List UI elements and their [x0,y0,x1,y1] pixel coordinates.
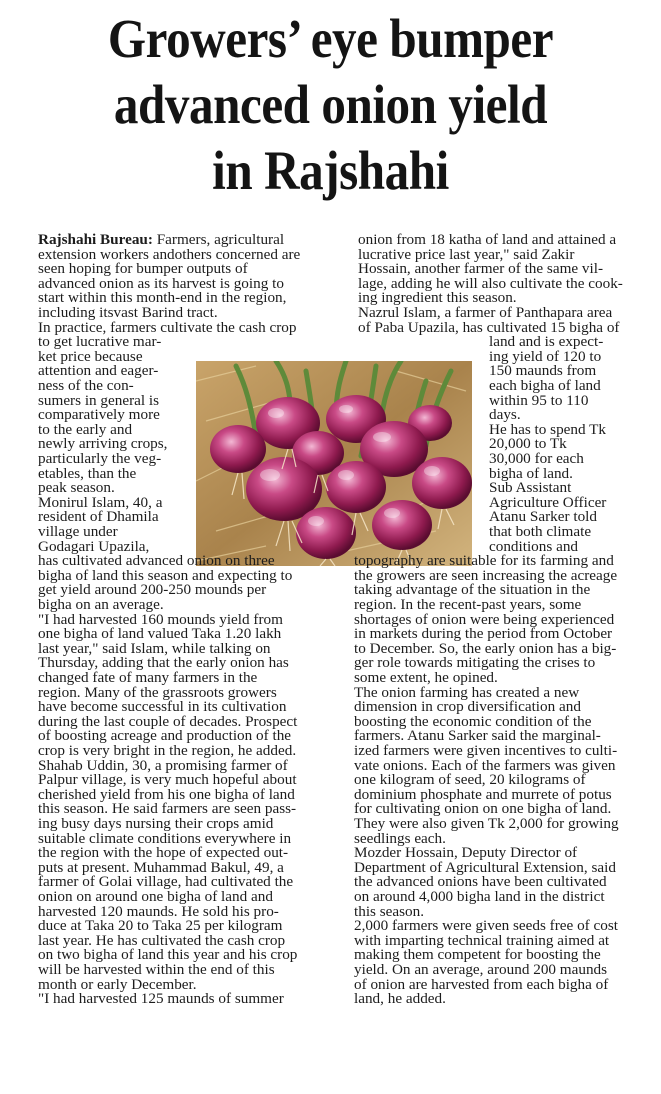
article-line: conditions and [489,537,579,555]
headline-line-2: advanced onion yield [113,74,548,135]
article-line: within 95 to 110 [489,391,589,409]
article-line: taking advantage of the situation in the [354,581,591,599]
article-line: ized farmers were given incentives to culti- [354,742,618,759]
article-line: on two bigha of land this year and his crop [38,946,298,964]
article-line: changed fate of many farmers in the [38,669,258,686]
article-line: land and is expect- [489,333,604,351]
article-line: Sub Assistant [489,479,572,497]
article-line: making them competent for boosting the [354,946,601,964]
article-line: will be harvested within the end of this [38,961,275,978]
article-line: boosting the economic condition of the [354,712,592,730]
article-line: this season. He said farmers are seen pass- [38,800,297,818]
article-line: onion from 18 katha of land and attained a [358,231,617,248]
article-line: Mozder Hossain, Deputy Director of [354,844,578,862]
onion-photo [196,361,472,566]
article-line: 20,000 to Tk [489,435,567,453]
article-line: puts at present. Muhammad Bakul, 49, a [38,858,284,876]
article-line: duce at Taka 20 to Taka 25 per kilogram [38,917,283,935]
article-line: newly arriving crops, [38,435,168,453]
article-line: farmers. Atanu Sarker said the marginal- [354,727,601,745]
article-line: have become successful in its cultivation [38,698,287,716]
article-line: last year," said Islam, while talking on [38,639,271,657]
article-line: seen hoping for bumper outputs of [38,260,248,278]
article-line: Rajshahi Bureau: Farmers, agricultural [38,231,285,248]
article-line: this season. [354,902,425,920]
article-line: farmer of Golai village, had cultivated the [38,873,294,891]
article-line: month or early December. [38,975,197,993]
article-line: has cultivated advanced onion on three [38,552,275,570]
article-line: Monirul Islam, 40, a [38,493,163,511]
article-line: that both climate [489,523,592,540]
article-line: region. Many of the grassroots growers [38,683,277,701]
article-line: attention and eager- [38,362,159,380]
article-line: ing ingredient this season. [358,289,517,307]
article-line: sumers in general is [38,391,160,409]
article-line: of boosting acreage and production of the [38,727,292,745]
article-line: Nazrul Islam, a farmer of Panthapara area [358,304,613,321]
headline [0,6,661,204]
article-line: ing busy days nursing their crops amid [38,815,274,832]
article-line: to December. So, the early onion has a big- [354,639,617,657]
article-line: etables, than the [38,464,137,482]
article-line: comparatively more [38,406,160,424]
article-line: village under [38,523,118,540]
headline-line-3: in Rajshahi [212,140,449,201]
article-line: including itsvast Barind tract. [38,304,218,321]
article-line: Godagari Upazila, [38,537,150,555]
article-line: onion on around one bigha of land and [38,888,273,905]
article-line: last year. He has cultivated the cash crop [38,931,286,949]
article-line: one kilogram of seed, 20 kilograms of [354,771,586,789]
article-line: Hossain, another farmer of the same vil- [358,260,604,278]
article-line: land, he added. [354,990,446,1008]
article-line: dominium phosphate and murrete of potus [354,785,612,803]
article-line: cherished yield from his one bigha of land [38,785,295,803]
article-line: to the early and [38,420,133,438]
article-line: Agriculture Officer [489,493,607,511]
article-line: each bigha of land [489,377,601,394]
article-line: the advanced onions have been cultivated [354,873,607,891]
article-line: with imparting technical training aimed at [354,931,610,949]
article-line: shortages of onion were being experienced [354,610,615,628]
article-line: get yield around 200-250 mounds per [38,581,267,599]
article-line: start within this month-end in the region, [38,289,287,307]
article-line: ness of the con- [38,377,134,394]
article-line: region. In the recent-past years, some [354,596,582,613]
article-line: the region with the hope of expected out- [38,844,289,862]
article-line: lucrative price last year," said Zakir [358,245,575,263]
onion-photo-icon [196,361,472,566]
article-line: bigha on an average. [38,596,164,613]
article-line: 2,000 farmers were given seeds free of cost [354,917,618,935]
article-line: bigha of land this season and expecting to [38,566,293,584]
article-line: 150 maunds from [489,362,597,380]
article-line: "I had harvested 160 mounds yield from [38,610,283,628]
article-line: topography are suitable for its farming and [354,552,614,570]
article-line: peak season. [38,479,115,497]
article-line: to get lucrative mar- [38,333,162,351]
article-line: days. [489,406,521,424]
article-line: ger role towards mitigating the crises to [354,654,596,672]
article-line: lage, adding he will also cultivate the cook- [358,274,623,292]
article-line: seedlings each. [354,829,446,847]
article-line: They were also given Tk 2,000 for growing [354,815,619,832]
article-line: Department of Agricultural Extension, said [354,858,616,876]
article-line: In practice, farmers cultivate the cash crop [38,318,297,336]
article-line: during the last couple of decades. Prospect [38,712,298,730]
article-line: Shahab Uddin, 30, a promising farmer of [38,756,288,774]
article-line: some extent, he opined. [354,669,498,686]
article-line: Thursday, adding that the early onion has [38,654,289,672]
article-line: "I had harvested 125 maunds of summer [38,990,284,1008]
article-line: in markets during the period from October [354,625,613,643]
article-line: advanced onion as its harvest is going to [38,274,284,292]
article-line: Atanu Sarker told [489,508,597,526]
article-line: on around 4,000 bigha land in the district [354,888,605,905]
article-line: one bigha of land valued Taka 1.20 lakh [38,625,282,643]
article-line: resident of Dhamila [38,508,159,526]
article-line: the growers are seen increasing the acreage [354,566,618,584]
article-line: suitable climate conditions everywhere in [38,829,292,847]
article-line: ket price because [38,347,143,365]
article-line: particularly the veg- [38,450,162,467]
article-line: ing yield of 120 to [489,347,602,365]
article-line: for cultivating onion on one bigha of land. [354,800,612,818]
article-line: of onion are harvested from each bigha of [354,975,609,993]
byline: Rajshahi Bureau: [38,231,153,248]
article-line: crop is very bright in the region, he added. [38,742,297,759]
article-line: extension workers andothers concerned are [38,245,301,263]
article-line: The onion farming has created a new [354,683,580,701]
article-line: harvested 120 maunds. He sold his pro- [38,902,279,920]
headline-line-1: Growers’ eye bumper [107,8,554,69]
article-line: vate onions. Each of the farmers was given [354,756,616,774]
article-line: He has to spend Tk [489,420,606,438]
article-line: of Paba Upazila, has cultivated 15 bigha of [358,318,620,336]
article-line: 30,000 for each [489,450,584,467]
article-line: bigha of land. [489,464,573,482]
article-line: dimension in crop diversification and [354,698,581,716]
article-line: Palpur village, is very much hopeful about [38,771,297,789]
article-line: yield. On an average, around 200 maunds [354,961,608,978]
